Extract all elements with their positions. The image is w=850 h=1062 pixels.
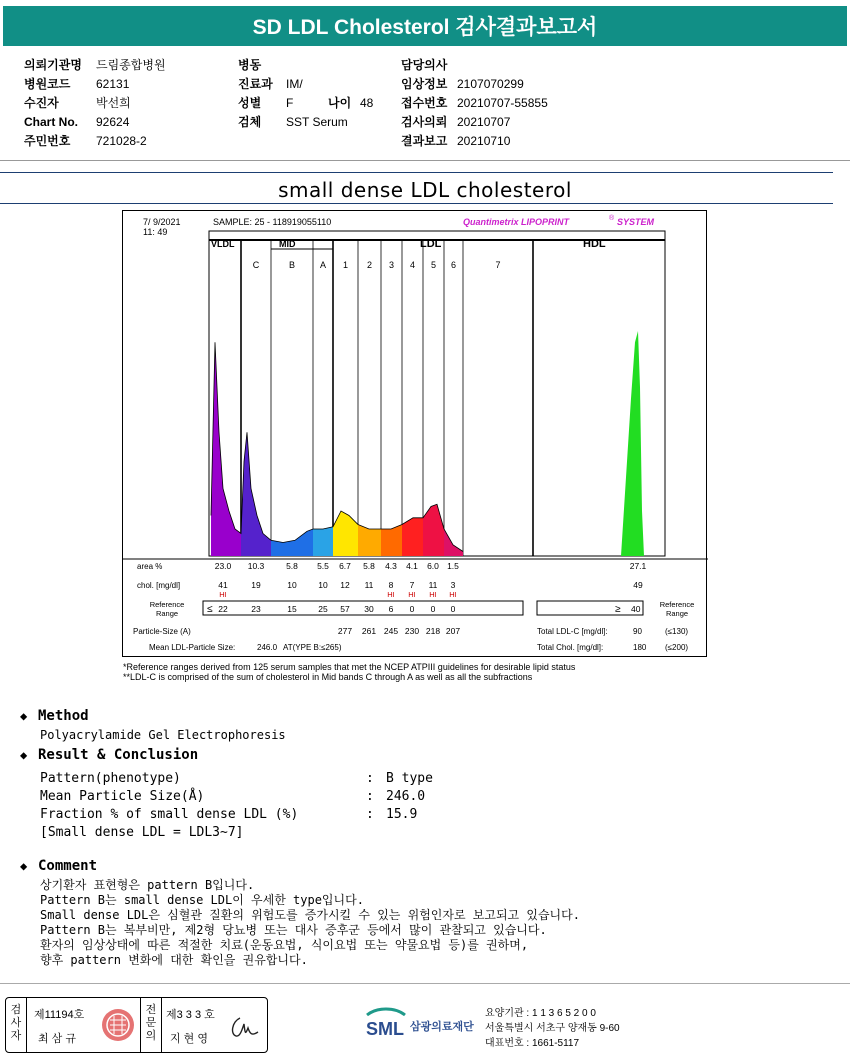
info-specimen: 검체 SST Serum bbox=[238, 115, 348, 129]
ref-value: 0 bbox=[450, 604, 456, 614]
diamond-bullet-icon: ◆ bbox=[20, 709, 28, 723]
band-label-7: 7 bbox=[495, 260, 501, 270]
info-department: 진료과 IM/ bbox=[238, 77, 303, 91]
particle-size-value: 261 bbox=[361, 626, 377, 636]
total-chol-value: 180 bbox=[633, 643, 647, 652]
profile-area-c bbox=[241, 432, 271, 556]
info-divider bbox=[0, 160, 850, 161]
sign-divider bbox=[26, 998, 27, 1052]
comment-line-2: Pattern B는 small dense LDL이 우세한 type입니다. bbox=[40, 893, 364, 907]
info-request-date: 검사의뢰 20210707 bbox=[401, 115, 511, 129]
hdl-ref-value: 40 bbox=[631, 604, 641, 614]
particle-size-value: 207 bbox=[445, 626, 461, 636]
band-label-b: B bbox=[288, 260, 296, 270]
ref-label-line2: Range bbox=[155, 609, 179, 618]
hi-flag: HI bbox=[219, 590, 227, 599]
ref-leq-sign: ≤ bbox=[207, 604, 213, 615]
method-heading: ◆ Method bbox=[20, 708, 89, 724]
hdl-chol-value: 49 bbox=[633, 580, 643, 590]
ref-label-line1: Reference bbox=[149, 600, 185, 609]
hi-flag: HI bbox=[408, 590, 416, 599]
ref-value: 25 bbox=[318, 604, 328, 614]
ref-value: 57 bbox=[340, 604, 350, 614]
hdl-area-value: 27.1 bbox=[629, 561, 647, 571]
total-chol-ref: (≤200) bbox=[665, 643, 689, 652]
area-row-label: area % bbox=[137, 562, 163, 571]
chol-value: 11 bbox=[428, 580, 438, 590]
chol-value: 41 bbox=[218, 580, 228, 590]
comment-line-5: 환자의 임상상태에 따른 적절한 치료(운동요법, 식이요법 또는 약물요법 등)를 권하며, bbox=[40, 938, 529, 952]
chol-value: 3 bbox=[450, 580, 456, 590]
method-text: Polyacrylamide Gel Electrophoresis bbox=[40, 728, 286, 742]
sign-divider bbox=[140, 998, 141, 1052]
band-label-5: 5 bbox=[430, 260, 437, 270]
chart-system-mark: ® bbox=[609, 215, 615, 222]
result-colon: : bbox=[366, 771, 374, 786]
group-label-vldl: VLDL bbox=[211, 239, 235, 249]
info-hospital-code: 병원코드 62131 bbox=[24, 77, 130, 91]
profile-area-vldl bbox=[211, 342, 241, 556]
mean-size-type: AT(YPE B:≤265) bbox=[283, 643, 342, 652]
total-chol-label: Total Chol. [mg/dl]: bbox=[537, 643, 604, 652]
comment-line-6: 향후 pattern 변화에 대한 확인을 권유합니다. bbox=[40, 953, 308, 967]
patient-info bbox=[0, 0, 850, 170]
sml-logo-icon bbox=[365, 1005, 407, 1041]
area-value: 4.1 bbox=[406, 561, 418, 571]
hi-flag: HI bbox=[387, 590, 395, 599]
comment-heading: ◆ Comment bbox=[20, 858, 98, 874]
chol-value: 10 bbox=[318, 580, 328, 590]
group-label-mid: MID bbox=[279, 239, 296, 249]
specialist-name: 지 현 영 bbox=[170, 1033, 208, 1045]
ref-value: 30 bbox=[364, 604, 374, 614]
footer-divider bbox=[0, 983, 850, 984]
result-pattern-value: B type bbox=[386, 771, 433, 786]
result-colon: : bbox=[366, 807, 374, 822]
footnote-2: **LDL-C is comprised of the sum of cholesterol in Mid bands C through A as well as all the subfractions bbox=[123, 672, 533, 682]
band-label-c: C bbox=[252, 260, 260, 270]
area-value: 10.3 bbox=[247, 561, 265, 571]
lab-code: 요양기관 : 1 1 3 6 5 2 0 0 bbox=[485, 1008, 596, 1019]
ref-value: 0 bbox=[430, 604, 436, 614]
particle-size-value: 277 bbox=[337, 626, 353, 636]
result-colon: : bbox=[366, 789, 374, 804]
profile-area-5 bbox=[423, 504, 444, 556]
examiner-license-no: 제11194호 bbox=[34, 1009, 85, 1021]
chart-system-suffix: SYSTEM bbox=[617, 217, 655, 227]
result-heading: ◆ Result & Conclusion bbox=[20, 747, 199, 763]
report-section-title: small dense LDL cholesterol bbox=[278, 178, 572, 202]
info-doctor: 담당의사 bbox=[401, 58, 448, 72]
area-value: 4.3 bbox=[385, 561, 397, 571]
info-report-date: 결과보고 20210710 bbox=[401, 134, 511, 148]
report-title: SD LDL Cholesterol 검사결과보고서 bbox=[252, 16, 598, 39]
ref-value: 0 bbox=[409, 604, 415, 614]
lab-name: 삼광의료재단 bbox=[410, 1021, 474, 1033]
chol-value: 10 bbox=[287, 580, 297, 590]
ref-value: 15 bbox=[287, 604, 297, 614]
band-label-3: 3 bbox=[388, 260, 395, 270]
ref-value: 22 bbox=[218, 604, 228, 614]
profile-area-a bbox=[313, 527, 333, 556]
particle-size-label: Particle-Size (A) bbox=[133, 627, 191, 636]
hdl-ref-label-line2: Range bbox=[665, 609, 689, 618]
result-pattern-label: Pattern(phenotype) bbox=[40, 771, 181, 786]
info-receipt-no: 접수번호 20210707-55855 bbox=[401, 96, 548, 110]
info-chart-no: Chart No. 92624 bbox=[24, 115, 130, 129]
info-resident-no: 주민번호 721028-2 bbox=[24, 134, 147, 148]
hi-flag: HI bbox=[449, 590, 457, 599]
hdl-ref-box bbox=[537, 601, 643, 615]
hi-flag: HI bbox=[429, 590, 437, 599]
lab-address: 서울특별시 서초구 양재동 9-60 bbox=[485, 1023, 620, 1034]
specialist-license-no: 제3 3 3 호 bbox=[166, 1009, 215, 1021]
mean-size-label: Mean LDL-Particle Size: bbox=[149, 643, 236, 652]
chol-value: 19 bbox=[251, 580, 261, 590]
chol-value: 7 bbox=[409, 580, 415, 590]
info-patient-name: 수진자 박선희 bbox=[24, 96, 131, 110]
profile-area-hdl bbox=[621, 331, 644, 556]
footnote-1: *Reference ranges derived from 125 serum samples that met the NCEP ATPIII guidelines for desirable lipid status bbox=[123, 662, 576, 672]
signature-box bbox=[5, 997, 268, 1053]
area-value: 5.8 bbox=[363, 561, 375, 571]
lipoprint-chart bbox=[122, 210, 707, 657]
profile-area-b bbox=[271, 529, 313, 556]
diamond-bullet-icon: ◆ bbox=[20, 859, 28, 873]
diamond-bullet-icon: ◆ bbox=[20, 748, 28, 762]
band-label-4: 4 bbox=[409, 260, 416, 270]
area-value: 23.0 bbox=[214, 561, 232, 571]
group-label-ldl: LDL bbox=[420, 238, 442, 250]
area-value: 5.8 bbox=[286, 561, 298, 571]
lipoprint-chart-svg bbox=[123, 211, 708, 658]
profile-area-6 bbox=[444, 529, 463, 556]
chol-value: 11 bbox=[364, 580, 374, 590]
hdl-ref-label-line1: Reference bbox=[659, 600, 695, 609]
particle-size-value: 245 bbox=[383, 626, 399, 636]
profile-area-4 bbox=[402, 518, 423, 556]
ref-value: 6 bbox=[388, 604, 394, 614]
specialist-signature-icon bbox=[226, 1012, 262, 1042]
chart-footnotes bbox=[123, 662, 575, 682]
result-size-value: 246.0 bbox=[386, 789, 426, 804]
hdl-ref-geq-sign: ≥ bbox=[615, 604, 621, 615]
lab-info bbox=[485, 1006, 620, 1051]
chart-date: 7/ 9/2021 bbox=[143, 217, 181, 227]
result-note: [Small dense LDL = LDL3~7] bbox=[40, 825, 244, 840]
chart-time: 11: 49 bbox=[143, 227, 168, 237]
info-age: 나이 48 bbox=[328, 96, 374, 110]
band-label-a: A bbox=[319, 260, 327, 270]
particle-size-value: 218 bbox=[425, 626, 441, 636]
sign-divider bbox=[161, 998, 162, 1052]
area-value: 5.5 bbox=[317, 561, 329, 571]
specialist-vertical-label: 전 문 의 bbox=[145, 1004, 157, 1042]
examiner-name: 최 삼 규 bbox=[38, 1033, 76, 1045]
group-label-hdl: HDL bbox=[583, 238, 606, 250]
total-ldl-label: Total LDL-C [mg/dl]: bbox=[537, 627, 608, 636]
comment-line-1: 상기환자 표현형은 pattern B입니다. bbox=[40, 878, 255, 892]
result-fraction-label: Fraction % of small dense LDL (%) bbox=[40, 807, 299, 822]
chol-value: 12 bbox=[340, 580, 350, 590]
info-hospital: 의뢰기관명 드림종합병원 bbox=[24, 58, 166, 72]
band-label-1: 1 bbox=[342, 260, 349, 270]
total-ldl-value: 90 bbox=[633, 627, 642, 636]
area-value: 1.5 bbox=[447, 561, 459, 571]
chart-sample: SAMPLE: 25 - 118919055110 bbox=[213, 217, 332, 227]
comment-line-3: Small dense LDL은 심혈관 질환의 위험도를 증가시킬 수 있는 위험인자로 보고되고 있습니다. bbox=[40, 908, 580, 922]
lab-phone: 대표번호 : 1661-5117 bbox=[485, 1038, 580, 1049]
result-size-label: Mean Particle Size(Å) bbox=[40, 789, 205, 804]
comment-line-4: Pattern B는 복부비만, 제2형 당뇨병 또는 대사 증후군 등에서 많이 관찰되고 있습니다. bbox=[40, 923, 547, 937]
chart-system-name: Quantimetrix LIPOPRINT bbox=[463, 217, 570, 227]
examiner-vertical-label: 검 사 자 bbox=[10, 1004, 22, 1042]
band-label-6: 6 bbox=[450, 260, 457, 270]
examiner-seal-icon bbox=[100, 1006, 136, 1044]
chol-row-label: chol. [mg/dl] bbox=[137, 581, 181, 590]
particle-size-value: 230 bbox=[404, 626, 420, 636]
section-divider-top bbox=[0, 172, 833, 173]
info-sex: 성별 F bbox=[238, 96, 294, 110]
result-fraction-value: 15.9 bbox=[386, 807, 418, 822]
total-ldl-ref: (≤130) bbox=[665, 627, 689, 636]
ref-value: 23 bbox=[251, 604, 261, 614]
band-label-2: 2 bbox=[366, 260, 373, 270]
chol-value: 8 bbox=[388, 580, 394, 590]
profile-area-1 bbox=[333, 511, 358, 556]
area-value: 6.7 bbox=[339, 561, 351, 571]
info-clinical: 임상정보 2107070299 bbox=[401, 77, 524, 91]
sml-logo-text: SML bbox=[366, 1019, 404, 1039]
mean-size-value: 246.0 bbox=[257, 643, 278, 652]
info-ward: 병동 bbox=[238, 58, 262, 72]
section-divider-bottom bbox=[0, 203, 833, 204]
area-value: 6.0 bbox=[427, 561, 439, 571]
